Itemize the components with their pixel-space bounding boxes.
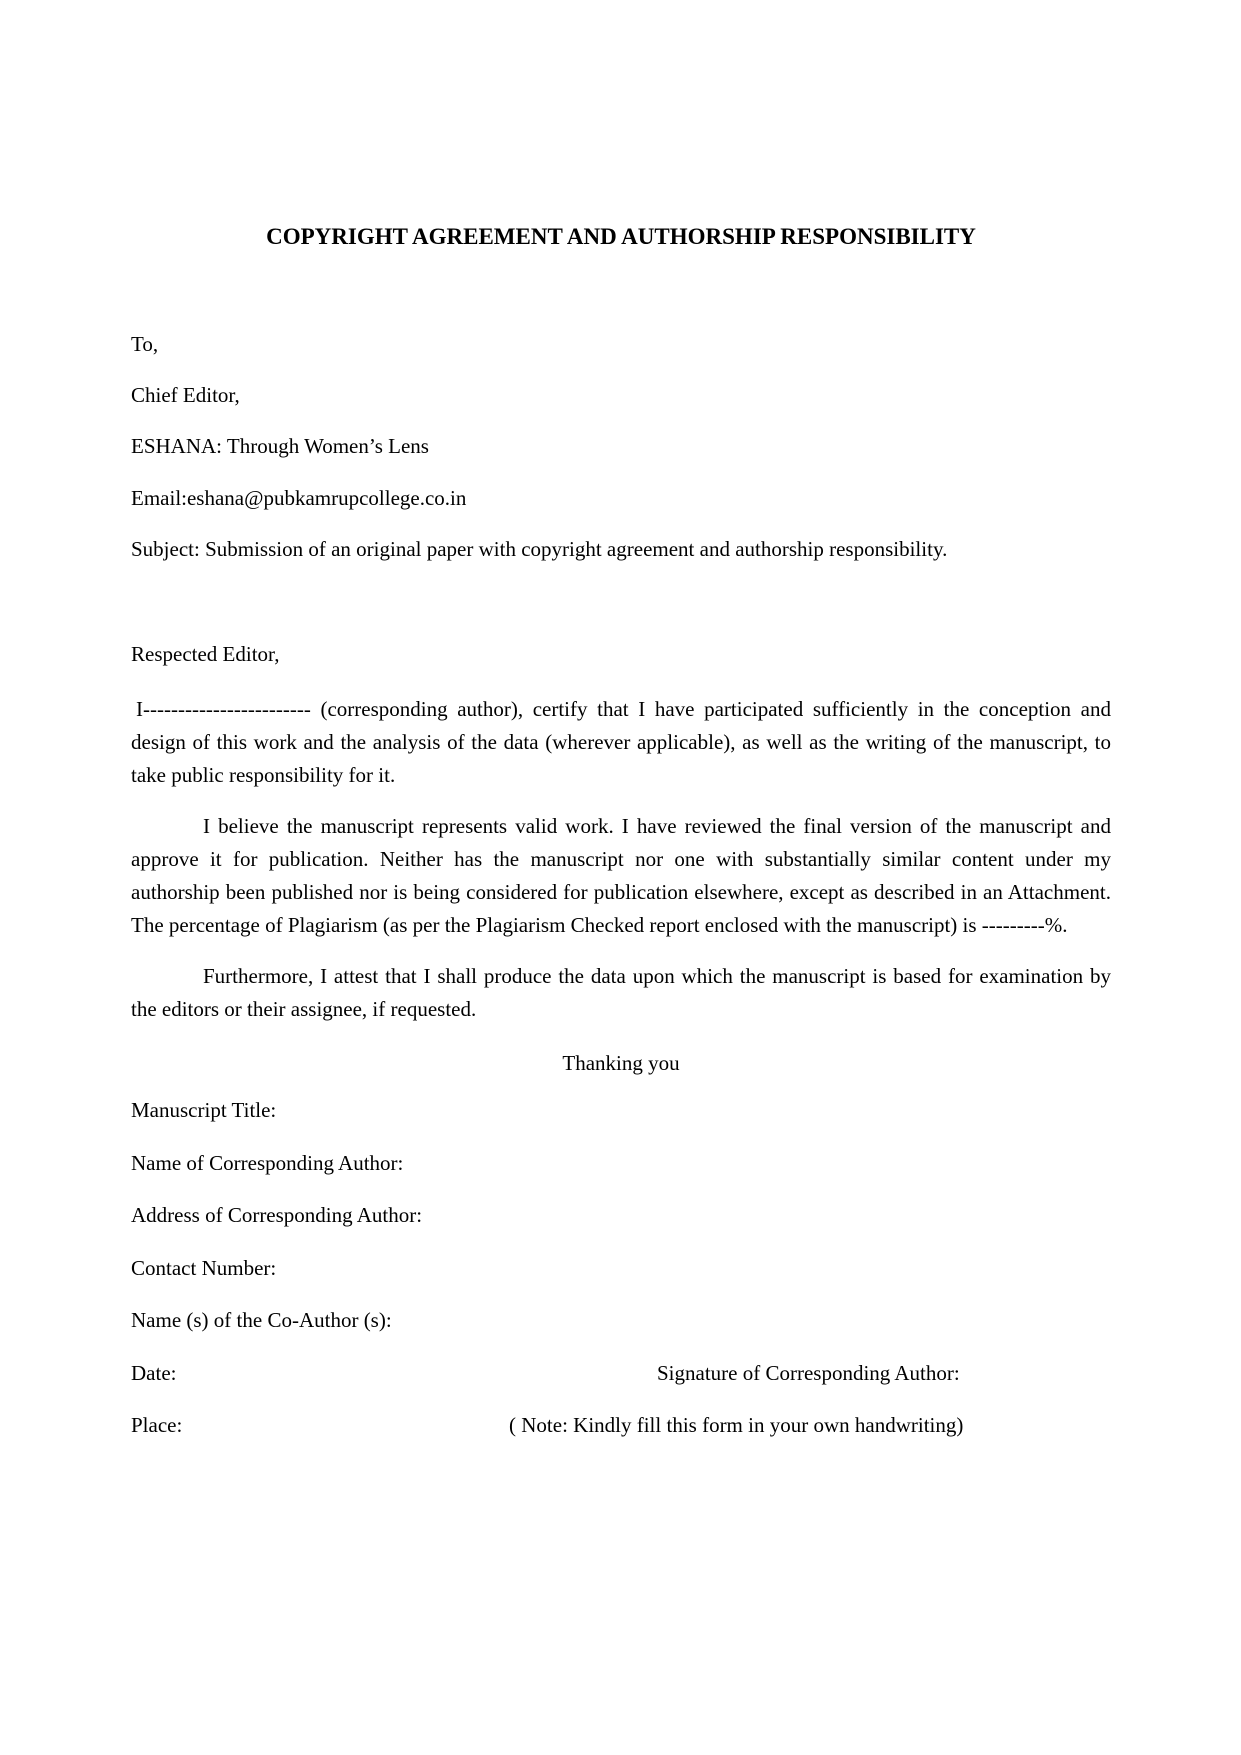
journal-email: Email:eshana@pubkamrupcollege.co.in — [131, 486, 467, 510]
closing-thanking-you: Thanking you — [562, 1051, 680, 1075]
document-title: COPYRIGHT AGREEMENT AND AUTHORSHIP RESPONSIBILITY — [266, 224, 976, 249]
place-note-row — [131, 1409, 1111, 1442]
journal-name: ESHANA: Through Women’s Lens — [131, 434, 429, 458]
field-co-authors: Name (s) of the Co-Author (s): — [131, 1308, 392, 1332]
field-corresponding-author-name: Name of Corresponding Author: — [131, 1151, 404, 1175]
paragraph-data-production: Furthermore, I attest that I shall produce the data upon which the manuscript is based for examination by the editors or their assignee, if requested. — [131, 964, 1111, 1021]
field-date: Date: — [131, 1361, 177, 1385]
paragraph-certification: I------------------------ (corresponding author), certify that I have participated sufficiently in the conception and design of this work and the analysis of the data (wherever applicable), as well as the writing of the manuscript, to take public responsibility for it. — [131, 697, 1111, 787]
field-corresponding-author-address: Address of Corresponding Author: — [131, 1203, 423, 1227]
paragraph-validity-statement: I believe the manuscript represents valid work. I have reviewed the final version of the manuscript and approve it for publication. Neither has the manuscript nor one with substantially similar content under my authorship been published nor is being considered for publication elsewhere, except as described in an Attachment. The percentage of Plagiarism (as per the Plagiarism Checked report enclosed with the manuscript) is ---------%. — [131, 814, 1111, 937]
field-manuscript-title: Manuscript Title: — [131, 1098, 277, 1122]
salutation-to: To, — [131, 332, 159, 356]
field-place: Place: — [131, 1413, 183, 1437]
field-signature: Signature of Corresponding Author: — [657, 1361, 960, 1385]
subject-line: Subject: Submission of an original paper with copyright agreement and authorship responsibility. — [131, 537, 948, 561]
handwriting-note: ( Note: Kindly fill this form in your own handwriting) — [509, 1413, 964, 1437]
field-contact-number: Contact Number: — [131, 1256, 277, 1280]
recipient-chief-editor: Chief Editor, — [131, 383, 240, 407]
salutation-editor: Respected Editor, — [131, 642, 280, 666]
date-signature-row — [131, 1357, 1111, 1390]
